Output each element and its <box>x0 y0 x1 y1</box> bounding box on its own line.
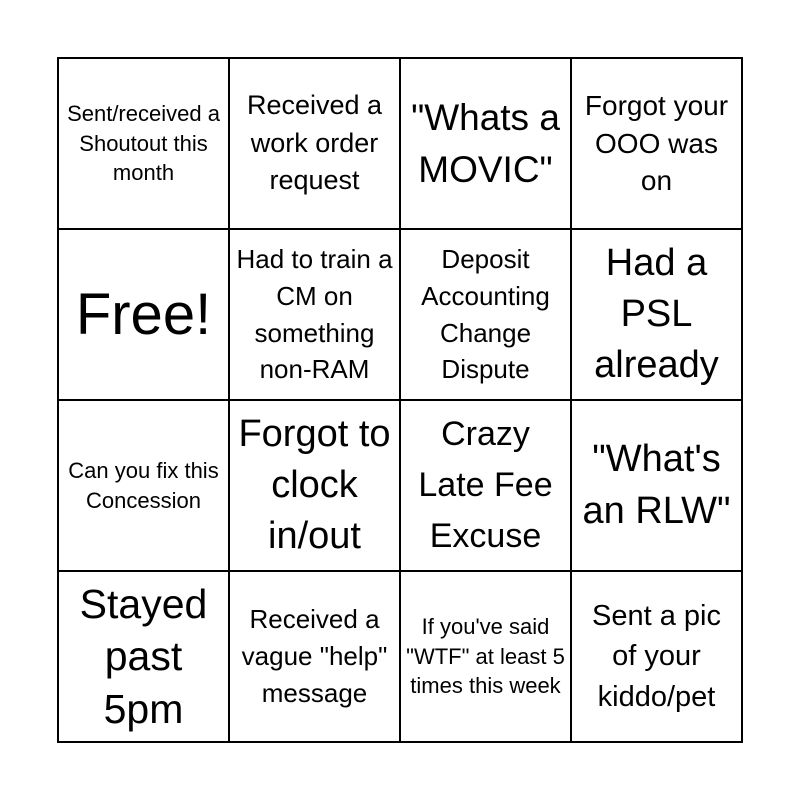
cell-text: "What's an RLW" <box>582 438 731 532</box>
bingo-cell[interactable] <box>571 229 742 400</box>
free-space-cell[interactable] <box>58 229 229 400</box>
cell-text: If you've said "WTF" at least 5 times this week <box>406 613 565 699</box>
cell-text: Deposit Accounting Change Dispute <box>421 243 550 385</box>
bingo-cell[interactable] <box>229 400 400 571</box>
bingo-cell[interactable] <box>400 229 571 400</box>
bingo-cell[interactable] <box>571 571 742 742</box>
bingo-cell[interactable] <box>229 571 400 742</box>
cell-text: Sent a pic of your kiddo/pet <box>592 599 721 713</box>
bingo-cell[interactable] <box>400 571 571 742</box>
bingo-cell[interactable] <box>400 400 571 571</box>
bingo-cell[interactable] <box>571 58 742 229</box>
bingo-cell[interactable] <box>400 58 571 229</box>
bingo-cell[interactable] <box>58 571 229 742</box>
bingo-cell[interactable] <box>58 400 229 571</box>
cell-text: "Whats a MOVIC" <box>411 97 560 190</box>
cell-text: Crazy Late Fee Excuse <box>418 415 553 555</box>
cell-text: Forgot your OOO was on <box>584 89 729 197</box>
cell-text: Had a PSL already <box>594 241 719 387</box>
bingo-cell[interactable] <box>58 58 229 229</box>
bingo-board <box>57 57 743 743</box>
cell-text: Free! <box>75 281 212 347</box>
cell-text: Can you fix this Concession <box>68 457 219 513</box>
bingo-cell[interactable] <box>571 400 742 571</box>
bingo-cell[interactable] <box>229 229 400 400</box>
cell-text: Sent/received a Shoutout this month <box>67 100 220 186</box>
cell-text: Forgot to clock in/out <box>238 412 391 558</box>
cell-text: Stayed past 5pm <box>79 581 208 732</box>
cell-text: Received a work order request <box>246 89 383 196</box>
cell-text: Had to train a CM on something non-RAM <box>236 243 393 385</box>
cell-text: Received a vague "help" message <box>241 604 388 708</box>
bingo-cell[interactable] <box>229 58 400 229</box>
